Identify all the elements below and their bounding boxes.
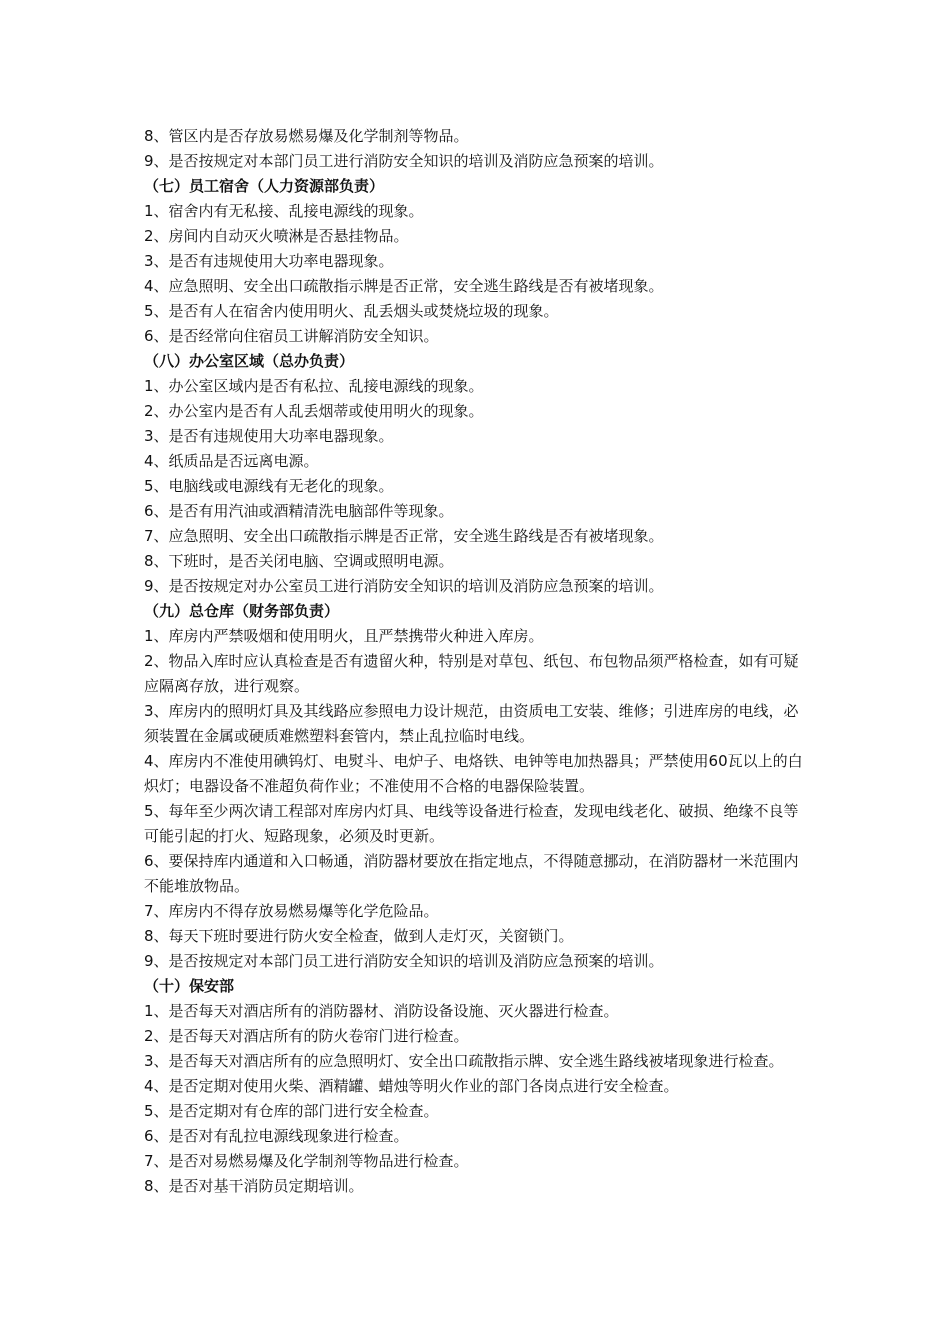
list-item: 8、每天下班时要进行防火安全检查，做到人走灯灭，关窗锁门。 xyxy=(144,927,574,945)
list-item: 6、是否经常向住宿员工讲解消防安全知识。 xyxy=(144,327,439,345)
list-item: 8、下班时，是否关闭电脑、空调或照明电源。 xyxy=(144,552,454,570)
section-heading: （九）总仓库（财务部负责） xyxy=(144,602,340,620)
section-heading: （八）办公室区域（总办负责） xyxy=(144,352,355,370)
list-item: 2、办公室内是否有人乱丢烟蒂或使用明火的现象。 xyxy=(144,402,484,420)
list-item: 4、纸质品是否远离电源。 xyxy=(144,452,319,470)
list-item: 2、物品入库时应认真检查是否有遗留火种，特别是对草包、纸包、布包物品须严格检查，如有可疑应隔离存放，进行观察。 xyxy=(144,652,799,695)
list-item: 9、是否按规定对办公室员工进行消防安全知识的培训及消防应急预案的培训。 xyxy=(144,577,664,595)
list-item: 5、是否定期对有仓库的部门进行安全检查。 xyxy=(144,1102,439,1120)
section-heading: （七）员工宿舍（人力资源部负责） xyxy=(144,177,385,195)
list-item: 3、库房内的照明灯具及其线路应参照电力设计规范，由资质电工安装、维修；引进库房的电线，必须装置在金属或硬质难燃塑料套管内，禁止乱拉临时电线。 xyxy=(144,702,799,745)
list-item: 5、每年至少两次请工程部对库房内灯具、电线等设备进行检查，发现电线老化、破损、绝缘不良等可能引起的打火、短路现象，必须及时更新。 xyxy=(144,802,799,845)
list-item: 1、是否每天对酒店所有的消防器材、消防设备设施、灭火器进行检查。 xyxy=(144,1002,619,1020)
list-item: 9、是否按规定对本部门员工进行消防安全知识的培训及消防应急预案的培训。 xyxy=(144,952,664,970)
list-item: 5、电脑线或电源线有无老化的现象。 xyxy=(144,477,394,495)
list-item: 6、要保持库内通道和入口畅通，消防器材要放在指定地点，不得随意挪动，在消防器材一米范围内不能堆放物品。 xyxy=(144,852,799,895)
list-item: 6、是否有用汽油或酒精清洗电脑部件等现象。 xyxy=(144,502,454,520)
list-item: 4、应急照明、安全出口疏散指示牌是否正常，安全逃生路线是否有被堵现象。 xyxy=(144,277,664,295)
section-heading: （十）保安部 xyxy=(144,977,235,995)
list-item: 6、是否对有乱拉电源线现象进行检查。 xyxy=(144,1127,409,1145)
list-item: 1、宿舍内有无私接、乱接电源线的现象。 xyxy=(144,202,424,220)
document-body xyxy=(144,124,814,1199)
list-item: 2、是否每天对酒店所有的防火卷帘门进行检查。 xyxy=(144,1027,469,1045)
list-item: 7、是否对易燃易爆及化学制剂等物品进行检查。 xyxy=(144,1152,469,1170)
list-item: 7、库房内不得存放易燃易爆等化学危险品。 xyxy=(144,902,439,920)
list-item: 4、是否定期对使用火柴、酒精罐、蜡烛等明火作业的部门各岗点进行安全检查。 xyxy=(144,1077,679,1095)
list-item: 8、管区内是否存放易燃易爆及化学制剂等物品。 xyxy=(144,127,469,145)
list-item: 3、是否每天对酒店所有的应急照明灯、安全出口疏散指示牌、安全逃生路线被堵现象进行检查。 xyxy=(144,1052,784,1070)
list-item: 7、应急照明、安全出口疏散指示牌是否正常，安全逃生路线是否有被堵现象。 xyxy=(144,527,664,545)
list-item: 9、是否按规定对本部门员工进行消防安全知识的培训及消防应急预案的培训。 xyxy=(144,152,664,170)
list-item: 8、是否对基干消防员定期培训。 xyxy=(144,1177,364,1195)
list-item: 5、是否有人在宿舍内使用明火、乱丢烟头或焚烧垃圾的现象。 xyxy=(144,302,559,320)
list-item: 3、是否有违规使用大功率电器现象。 xyxy=(144,427,394,445)
list-item: 1、办公室区域内是否有私拉、乱接电源线的现象。 xyxy=(144,377,484,395)
list-item: 3、是否有违规使用大功率电器现象。 xyxy=(144,252,394,270)
list-item: 1、库房内严禁吸烟和使用明火，且严禁携带火种进入库房。 xyxy=(144,627,544,645)
list-item: 4、库房内不准使用碘钨灯、电熨斗、电炉子、电烙铁、电钟等电加热器具；严禁使用60瓦以上的白炽灯；电器设备不准超负荷作业；不准使用不合格的电器保险装置。 xyxy=(144,752,803,795)
list-item: 2、房间内自动灭火喷淋是否悬挂物品。 xyxy=(144,227,409,245)
